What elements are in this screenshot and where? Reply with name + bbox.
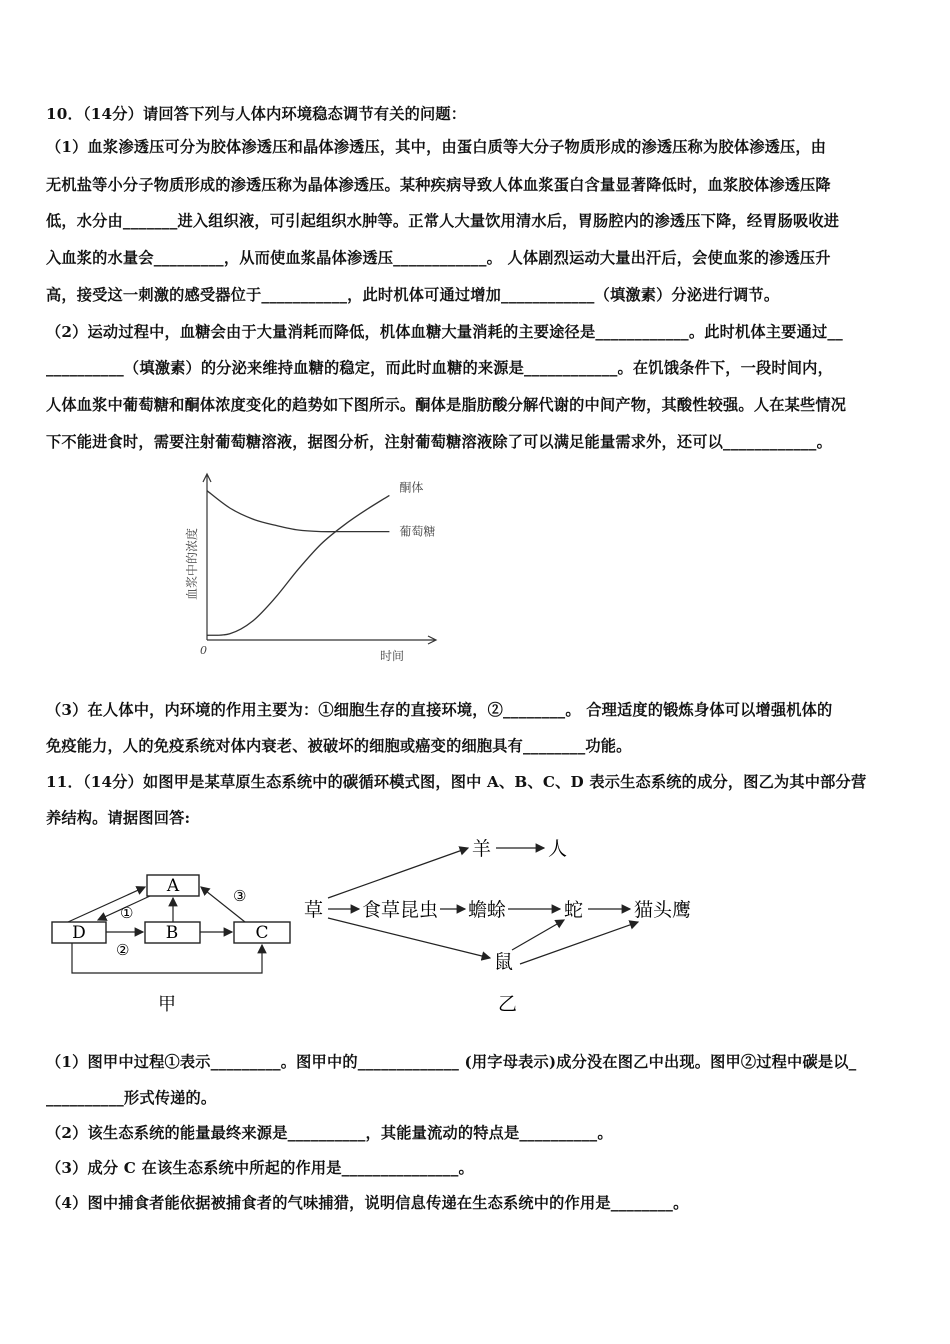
q10-part1-line1: （1）血浆渗透压可分为胶体渗透压和晶体渗透压，其中，由蛋白质等大分子物质形成的渗透压称为胶体渗透压，由 <box>46 138 827 156</box>
q11-question1-line2: __________形式传递的。 <box>46 1089 217 1107</box>
process-label-3: ③ <box>233 887 247 905</box>
chart-origin-label: 0 <box>200 644 207 657</box>
node-mouse: 鼠 <box>494 951 514 973</box>
q11-question1-line1: （1）图甲中过程①表示_________。图甲中的_____________ (用字母表示)成分没在图乙中出现。图甲②过程中碳是以_ <box>46 1053 857 1071</box>
series-line-0 <box>207 495 389 635</box>
q10-part2-line3: 人体血浆中葡萄糖和酮体浓度变化的趋势如下图所示。酮体是脂肪酸分解代谢的中间产物，其酸性较强。人在某些情况 <box>46 396 847 414</box>
q10-part2-line4: 下不能进食时，需要注射葡萄糖溶液，据图分析，注射葡萄糖溶液除了可以满足能量需求外，还可以____________。 <box>46 433 832 451</box>
q10-header: 10．（14分）请回答下列与人体内环境稳态调节有关的问题： <box>46 105 467 123</box>
node-grass: 草 <box>304 899 324 921</box>
blood-concentration-chart <box>180 470 460 670</box>
q11-header-line2: 养结构。请据图回答: <box>46 809 191 827</box>
q10-part2-line2: __________（填激素）的分泌来维持血糖的稳定，而此时血糖的来源是____________。在饥饿条件下，一段时间内， <box>46 359 833 377</box>
q11-question2: （2）该生态系统的能量最终来源是__________，其能量流动的特点是__________。 <box>46 1124 613 1142</box>
caption-jia: 甲 <box>158 994 176 1015</box>
process-label-1: ① <box>120 904 134 922</box>
q10-part1-line4: 入血浆的水量会_________，从而使血浆晶体渗透压____________。 人体剧烈运动大量出汗后，会使血浆的渗透压升 <box>46 249 831 267</box>
node-b-label: B <box>165 923 179 943</box>
arrow-grass-mouse <box>328 918 490 958</box>
node-sheep: 羊 <box>472 838 492 860</box>
series-label-1: 葡萄糖 <box>399 524 436 539</box>
node-human: 人 <box>548 838 568 860</box>
caption-yi: 乙 <box>498 993 518 1015</box>
node-c-label: C <box>255 923 269 943</box>
node-a-label: A <box>166 876 180 896</box>
arrow-mouse-snake <box>512 920 564 950</box>
process-label-2: ② <box>116 941 130 959</box>
q10-part3-line1: （3）在人体中，内环境的作用主要为：①细胞生存的直接环境，②________。 合理适度的锻炼身体可以增强机体的 <box>46 701 833 719</box>
node-insect: 食草昆虫 <box>362 899 439 921</box>
q10-part1-line3: 低，水分由_______进入组织液，可引起组织水肿等。正常人大量饮用清水后，胃肠腔内的渗透压下降，经胃肠吸收进 <box>46 212 840 230</box>
q11-question3: （3）成分 C 在该生态系统中所起的作用是_______________。 <box>46 1159 474 1177</box>
node-toad: 蟾蜍 <box>468 899 507 921</box>
q11-header-line1: 11．（14分）如图甲是某草原生态系统中的碳循环模式图，图中 A、B、C、D 表示生态系统的成分，图乙为其中部分营 <box>46 773 867 791</box>
node-d-label: D <box>72 923 86 943</box>
series-line-1 <box>207 491 389 532</box>
chart-xlabel: 时间 <box>380 649 405 663</box>
carbon-cycle-diagram <box>40 860 300 1020</box>
q10-part1-line2: 无机盐等小分子物质形成的渗透压称为晶体渗透压。某种疾病导致人体血浆蛋白含量显著降低时，血浆胶体渗透压降 <box>46 176 831 194</box>
q10-part3-line2: 免疫能力，人的免疫系统对体内衰老、被破坏的细胞或癌变的细胞具有________功能。 <box>46 737 632 755</box>
q10-part2-line1: （2）运动过程中，血糖会由于大量消耗而降低，机体血糖大量消耗的主要途径是____________。此时机体主要通过__ <box>46 323 843 341</box>
q11-question4: （4）图中捕食者能依据被捕食者的气味捕猎，说明信息传递在生态系统中的作用是________。 <box>46 1194 689 1212</box>
arrow-mouse-owl <box>520 922 638 964</box>
q10-part1-line5: 高，接受这一刺激的感受器位于___________，此时机体可通过增加____________（填激素）分泌进行调节。 <box>46 286 780 304</box>
node-snake: 蛇 <box>564 899 584 921</box>
chart-ylabel: 血浆中的浓度 <box>185 527 199 600</box>
food-web-diagram <box>298 828 718 1020</box>
arrow-grass-sheep <box>328 848 468 898</box>
node-owl: 猫头鹰 <box>634 899 692 921</box>
arrow-d-to-c-bottom <box>72 943 262 973</box>
series-label-0: 酮体 <box>399 480 424 495</box>
